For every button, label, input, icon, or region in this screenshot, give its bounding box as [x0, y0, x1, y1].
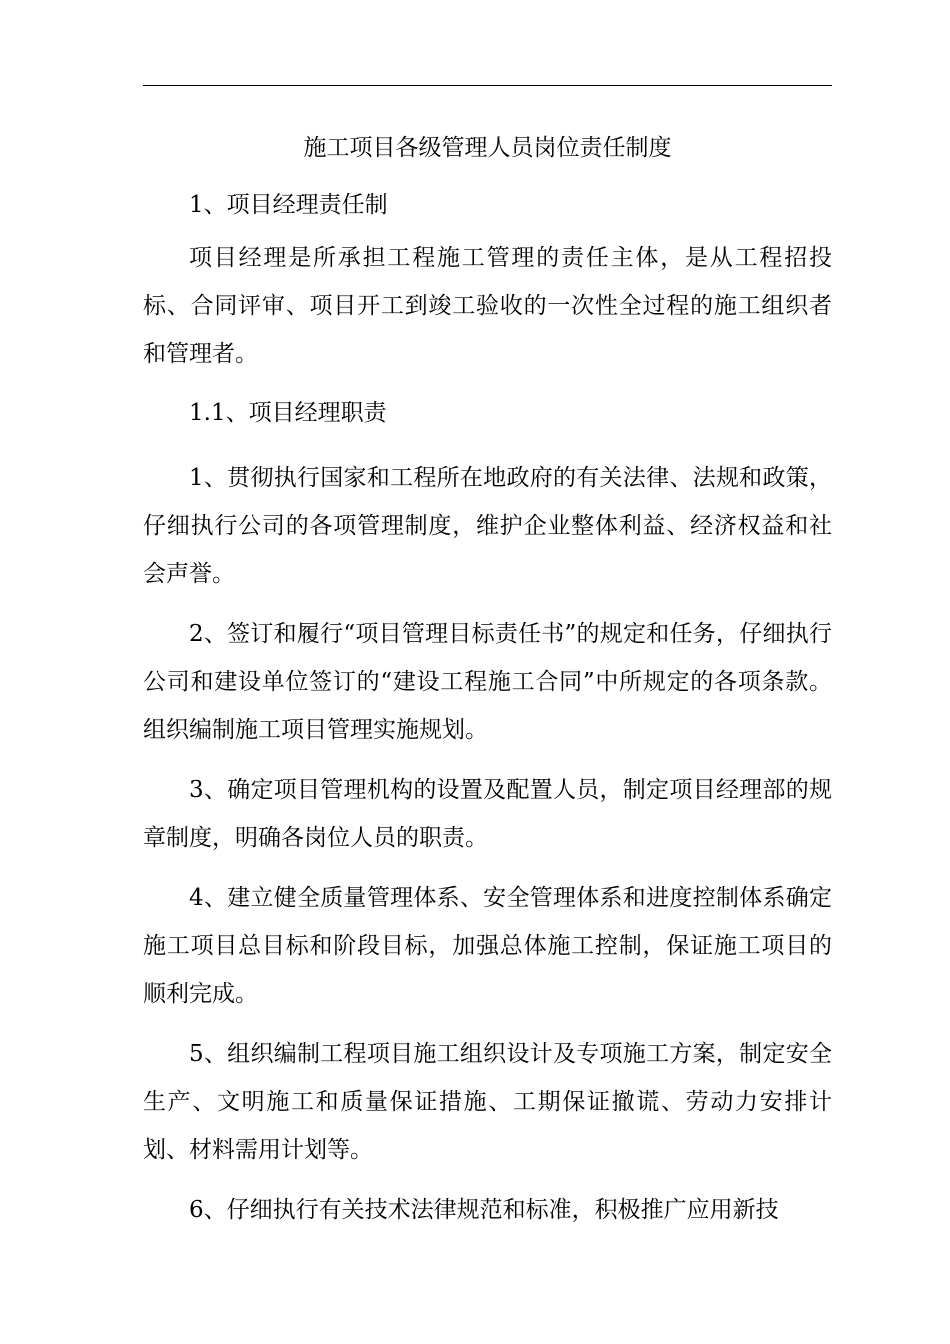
- document-title: 施工项目各级管理人员岗位责任制度: [303, 135, 672, 161]
- subsection-heading: 1.1、项目经理职责: [189, 400, 387, 426]
- section-heading: 1、项目经理责任制: [189, 192, 388, 218]
- duty-item-2: 2、签订和履行“项目管理目标责任书”的规定和任务，仔细执行公司和建设单位签订的“建设工程施工合同”中所规定的各项条款。组织编制施工项目管理实施规划。: [143, 621, 832, 743]
- duty-item-4: 4、建立健全质量管理体系、安全管理体系和进度控制体系确定施工项目总目标和阶段目标，加强总体施工控制，保证施工项目的顺利完成。: [143, 885, 832, 1007]
- duty-item-1: 1、贯彻执行国家和工程所在地政府的有关法律、法规和政策，仔细执行公司的各项管理制度，维护企业整体利益、经济权益和社会声誉。: [143, 465, 832, 587]
- duty-item-3: 3、确定项目管理机构的设置及配置人员，制定项目经理部的规章制度，明确各岗位人员的职责。: [143, 777, 832, 851]
- intro-paragraph: 项目经理是所承担工程施工管理的责任主体，是从工程招投标、合同评审、项目开工到竣工验收的一次性全过程的施工组织者和管理者。: [143, 245, 832, 367]
- document-body: [143, 124, 832, 1234]
- duty-item-6: 6、仔细执行有关技术法律规范和标准，积极推广应用新技: [189, 1197, 779, 1223]
- duty-item-5: 5、组织编制工程项目施工组织设计及专项施工方案，制定安全生产、文明施工和质量保证措施、工期保证撤谎、劳动力安排计划、材料需用计划等。: [143, 1041, 832, 1163]
- header-rule: [143, 85, 832, 86]
